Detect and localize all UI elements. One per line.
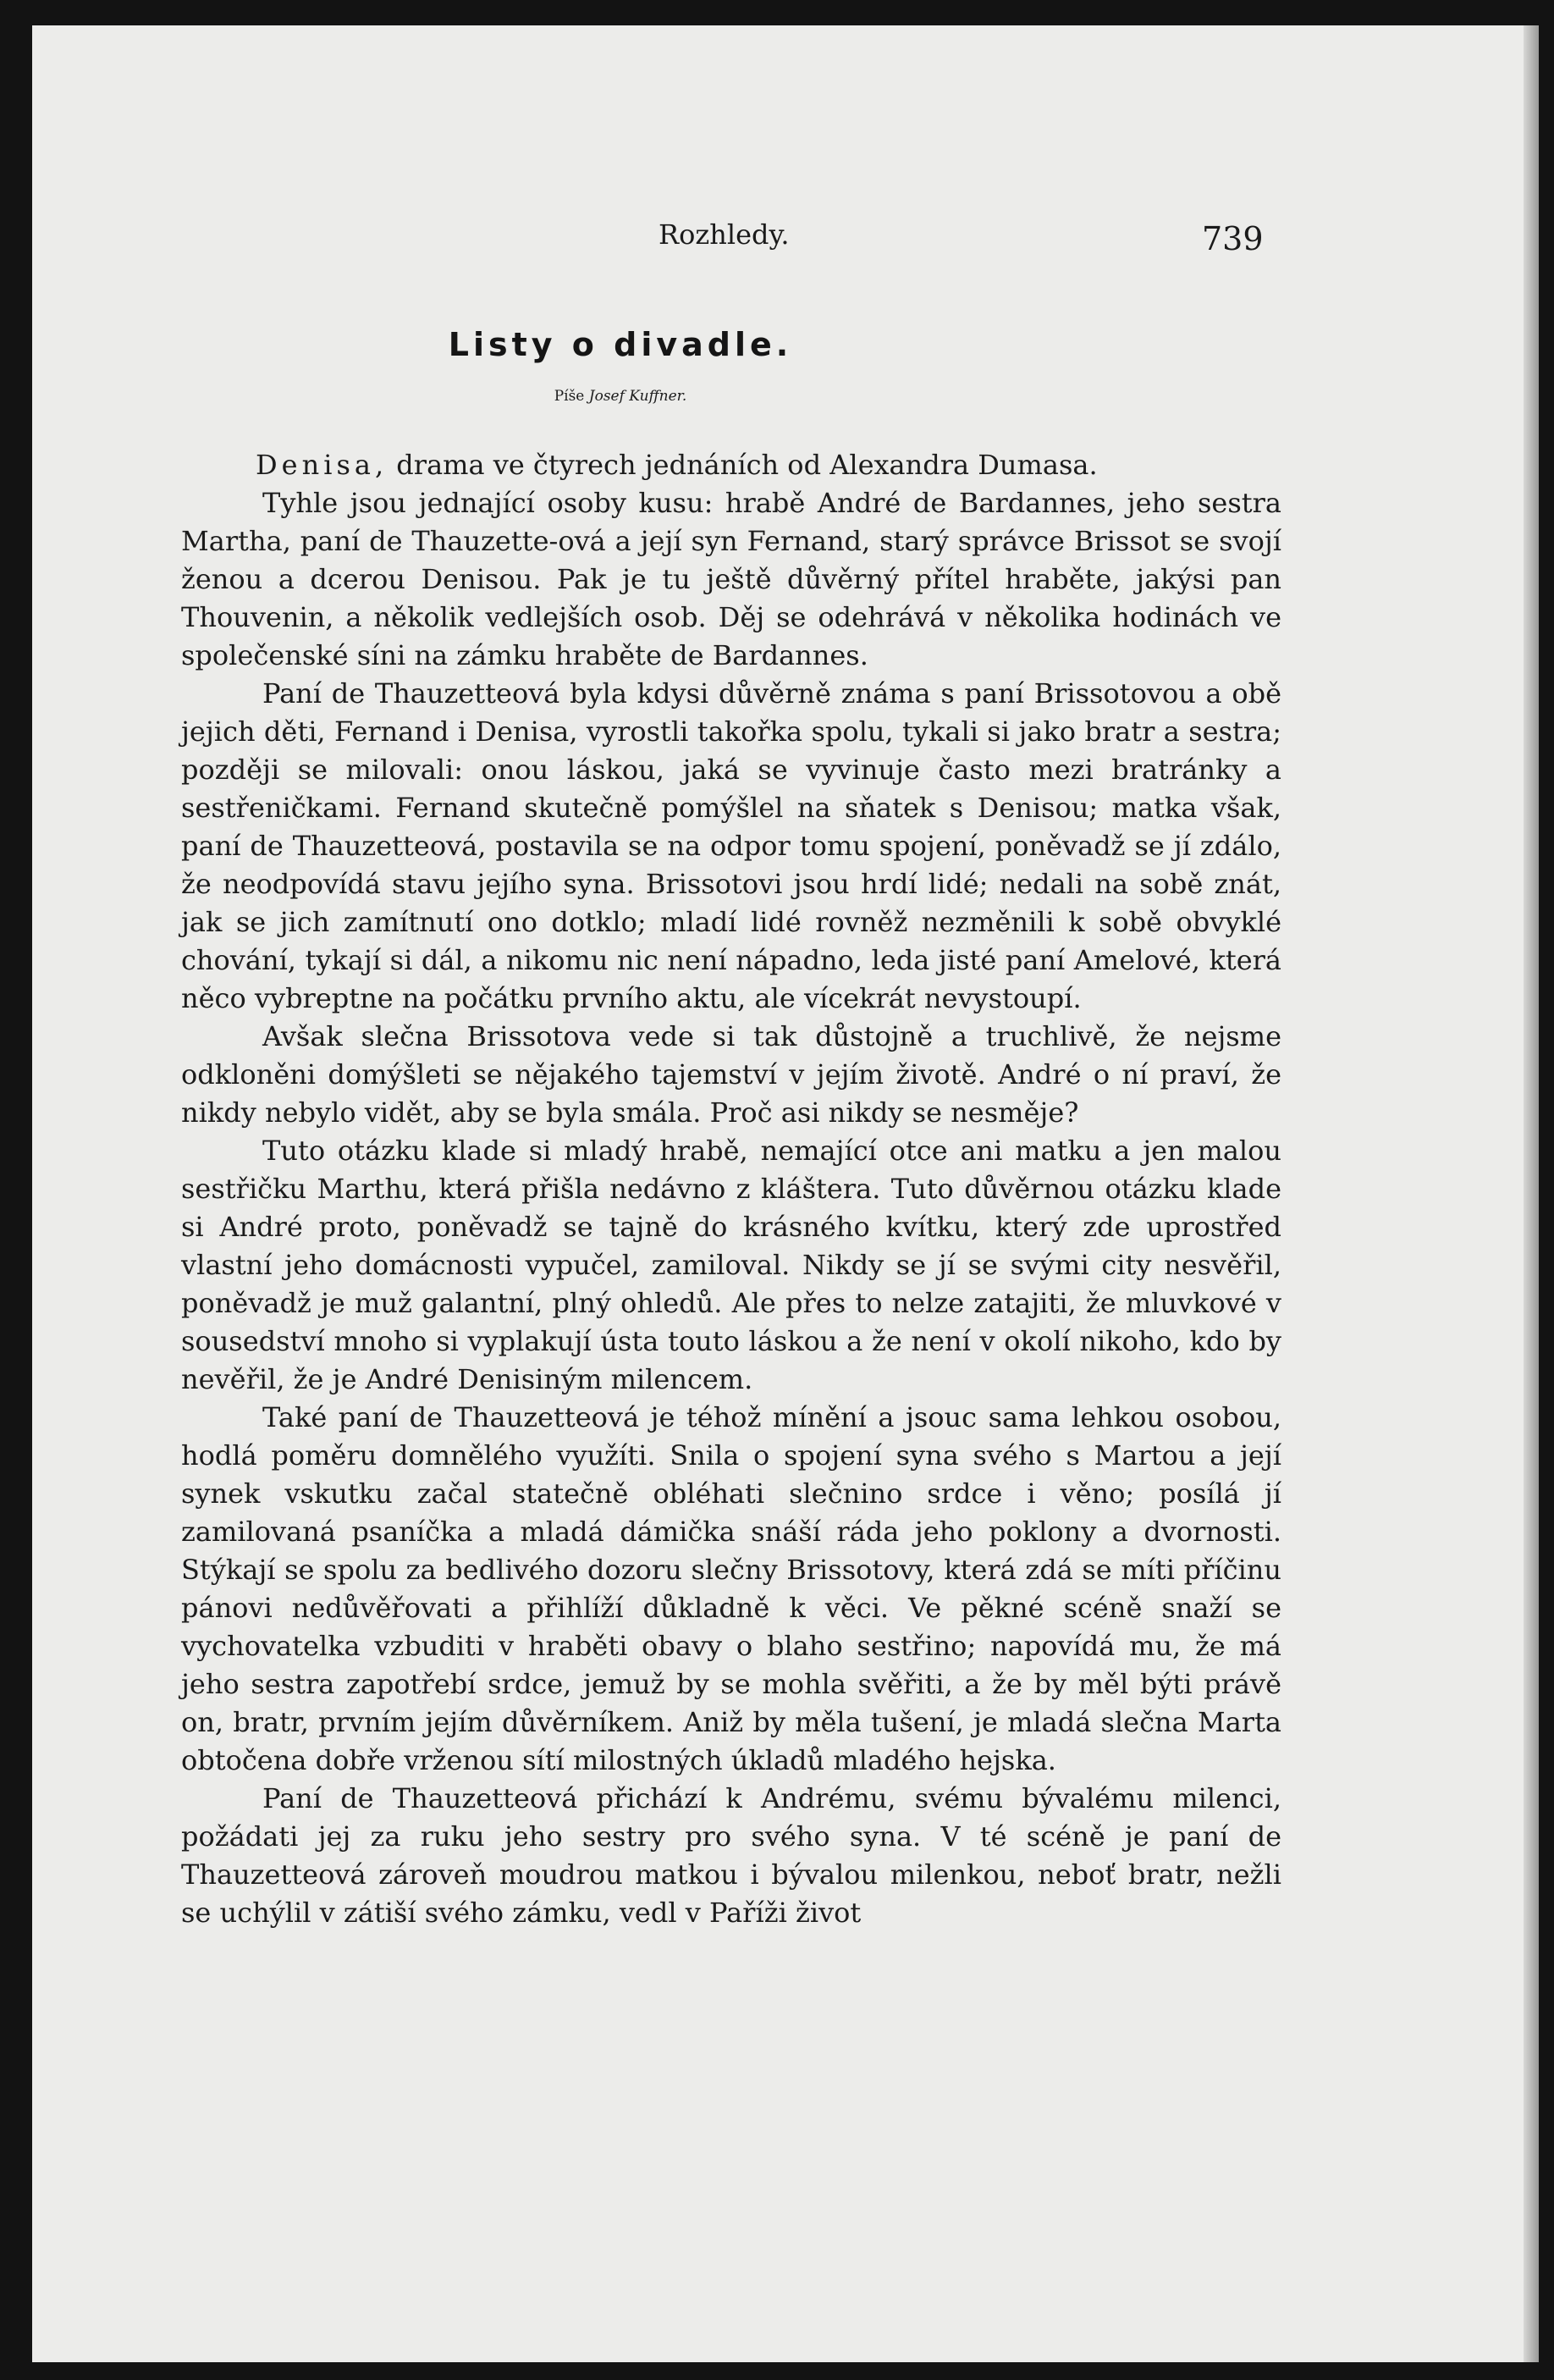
author-name: Josef Kuffner. bbox=[588, 388, 687, 405]
paragraph: Také paní de Thauzetteová je téhož mínění a jsouc sama lehkou osobou, hodlá poměru domnělého využíti. Snila o spojení syna svého s Martou a její synek vskutku začal statečně obléhati slečnino srdce i věno; posílá jí zamilovaná psaníčka a mladá dámička snáší ráda jeho poklony a dvornosti. Stýkají se spolu za bedlivého dozoru slečny Brissotovy, která zdá se míti příčinu pánovi nedůvěřovati a přihlíží důkladně k věci. Ve pěkné scéně snaží se vychovatelka vzbuditi v hraběti obavy o blaho sestřino; napovídá mu, že má jeho sestra zapotřebí srdce, jemuž by se mohla svěřiti, a že by měl býti právě on, bratr, prvním jejím důvěrníkem. Aniž by měla tušení, je mladá slečna Marta obtočena dobře vrženou sítí milostných úkladů mladého hejska. bbox=[181, 1401, 1281, 1776]
running-title: Rozhledy. bbox=[659, 218, 790, 251]
paragraph: Tyhle jsou jednající osoby kusu: hrabě André de Bardannes, jeho sestra Martha, paní de Thauzette-ová a její syn Fernand, starý správce Brissot se svojí ženou a dcerou Denisou. Pak je tu ještě důvěrný přítel hraběte, jakýsi pan Thouvenin, a několik vedlejších osob. Děj se odehrává v několika hodinách ve společenské síni na zámku hraběte de Bardannes. bbox=[181, 487, 1281, 671]
author-line bbox=[32, 388, 1209, 405]
play-title: Denisa, bbox=[256, 449, 388, 481]
paragraph: Tuto otázku klade si mladý hrabě, nemající otce ani matku a jen malou sestřičku Marthu, která přišla nedávno z kláštera. Tuto důvěrnou otázku klade si André proto, poněvadž se tajně do krásného kvítku, který zde uprostřed vlastní jeho domácnosti vypučel, zamiloval. Nikdy se jí se svými city nesvěřil, poněvadž je muž galantní, plný ohledů. Ale přes to nelze zatajiti, že mluvkové v sousedství mnoho si vyplakují ústa touto láskou a že není v okolí nikoho, kdo by nevěřil, že je André Denisiným milencem. bbox=[181, 1135, 1281, 1395]
book-page bbox=[32, 25, 1539, 2362]
lead-rest: drama ve čtyrech jednáních od Alexandra Dumasa. bbox=[388, 449, 1098, 481]
page-number: 739 bbox=[1202, 220, 1264, 257]
page-edge-shadow bbox=[1524, 25, 1539, 2362]
article-title: Listy o divadle. bbox=[448, 326, 793, 363]
article-body bbox=[181, 446, 1281, 1932]
running-head bbox=[32, 218, 1539, 269]
paragraph-lead bbox=[181, 446, 1281, 484]
paragraph: Paní de Thauzetteová byla kdysi důvěrně známa s paní Brissotovou a obě jejich děti, Fernand i Denisa, vyrostli takořka spolu, tykali si jako bratr a sestra; později se milovali: onou láskou, jaká se vyvinuje často mezi bratránky a sestřeničkami. Fernand skutečně pomýšlel na sňatek s Denisou; matka však, paní de Thauzetteová, postavila se na odpor tomu spojení, poněvadž se jí zdálo, že neodpovídá stavu jejího syna. Brissotovi jsou hrdí lidé; nedali na sobě znát, jak se jich zamítnutí ono dotklo; mladí lidé rovněž nezměnili k sobě obvyklé chování, tykají si dál, a nikomu nic není nápadno, leda jisté paní Amelové, která něco vybreptne na počátku prvního aktu, ale vícekrát nevystoupí. bbox=[181, 677, 1281, 1014]
paragraph: Avšak slečna Brissotova vede si tak důstojně a truchlivě, že nejsme odkloněni domýšleti se nějakého tajemství v jejím životě. André o ní praví, že nikdy nebylo vidět, aby se byla smála. Proč asi nikdy se nesměje? bbox=[181, 1020, 1281, 1129]
paragraph: Paní de Thauzetteová přichází k Andrému, svému bývalému milenci, požádati jej za ruku jeho sestry pro svého syna. V té scéně je paní de Thauzetteová zároveň moudrou matkou i bývalou milenkou, neboť bratr, nežli se uchýlil v zátiší svého zámku, vedl v Paříži život bbox=[181, 1782, 1281, 1929]
byline-prefix: Píše bbox=[554, 388, 585, 405]
